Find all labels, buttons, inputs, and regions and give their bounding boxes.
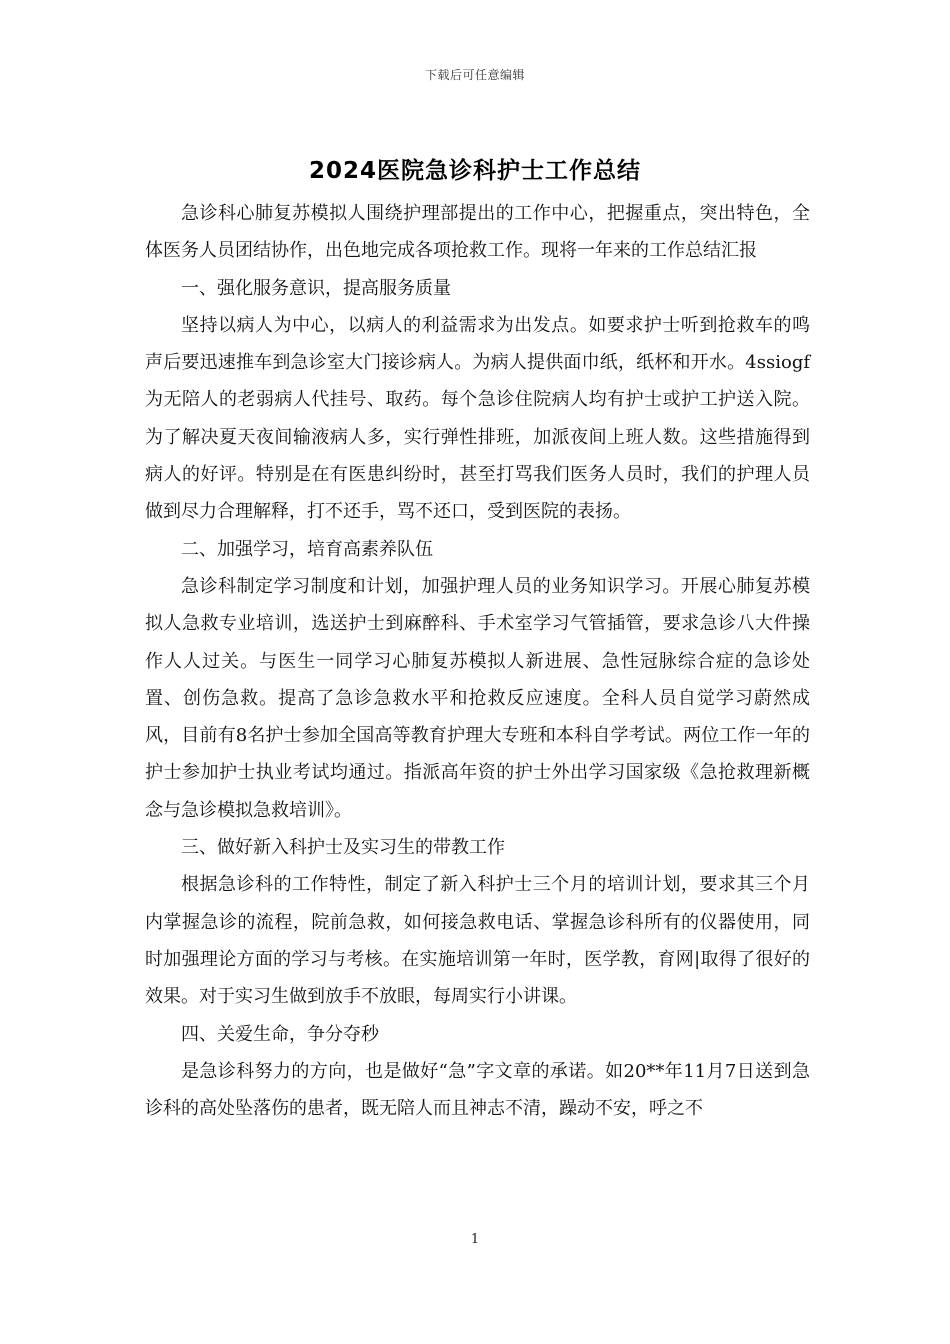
paragraph-section-4: 是急诊科努力的方向，也是做好“急”字文章的承诺。如20**年11月7日送到急诊科的高处坠落伤的患者，既无陪人而且神志不清，躁动不安，呼之不	[145, 1060, 810, 1120]
page-number: 1	[470, 1232, 480, 1247]
document-title: 2024医院急诊科护士工作总结	[308, 158, 641, 184]
paragraph-intro: 急诊科心肺复苏模拟人围绕护理部提出的工作中心，把握重点，突出特色，全体医务人员团结协作，出色地完成各项抢救工作。现将一年来的工作总结汇报	[145, 203, 810, 262]
paragraph-section-1: 坚持以病人为中心，以病人的利益需求为出发点。如要求护士听到抢救车的鸣声后要迅速推车到急诊室大门接诊病人。为病人提供面巾纸，纸杯和开水。4ssiogf为无陪人的老弱病人代挂号、取药。每个急诊住院病人均有护士或护工护送入院。为了解决夏天夜间输液病人多，实行弹性排班，加派夜间上班人数。这些措施得到病人的好评。特别是在有医患纠纷时，甚至打骂我们医务人员时，我们的护理人员做到尽力合理解释，打不还手，骂不还口，受到医院的表扬。	[145, 314, 810, 523]
section-heading-3: 三、做好新入科护士及实习生的带教工作	[181, 837, 505, 859]
paragraph-section-3: 根据急诊科的工作特性，制定了新入科护士三个月的培训计划，要求其三个月内掌握急诊的流程，院前急救，如何接急救电话、掌握急诊科所有的仪器使用，同时加强理论方面的学习与考核。在实施培训第一年时，医学教，育网|取得了很好的效果。对于实习生做到放手不放眼，每周实行小讲课。	[145, 874, 810, 1008]
page-header: 下载后可任意编辑	[424, 68, 525, 82]
section-heading-1: 一、强化服务意识，提高服务质量	[181, 277, 451, 299]
section-heading-2: 二、加强学习，培育高素养队伍	[181, 538, 433, 560]
paragraph-section-2: 急诊科制定学习制度和计划，加强护理人员的业务知识学习。开展心肺复苏模拟人急救专业培训，选送护士到麻醉科、手术室学习气管插管，要求急诊八大件操作人人过关。与医生一同学习心肺复苏模拟人新进展、急性冠脉综合症的急诊处置、创伤急救。提高了急诊急救水平和抢救反应速度。全科人员自觉学习蔚然成风，目前有8名护士参加全国高等教育护理大专班和本科自学考试。两位工作一年的护士参加护士执业考试均通过。指派高年资的护士外出学习国家级《急抢救理新概念与急诊模拟急救培训》。	[145, 575, 810, 821]
document-body	[145, 195, 810, 1127]
section-heading-4: 四、关爱生命，争分夺秒	[181, 1023, 379, 1045]
